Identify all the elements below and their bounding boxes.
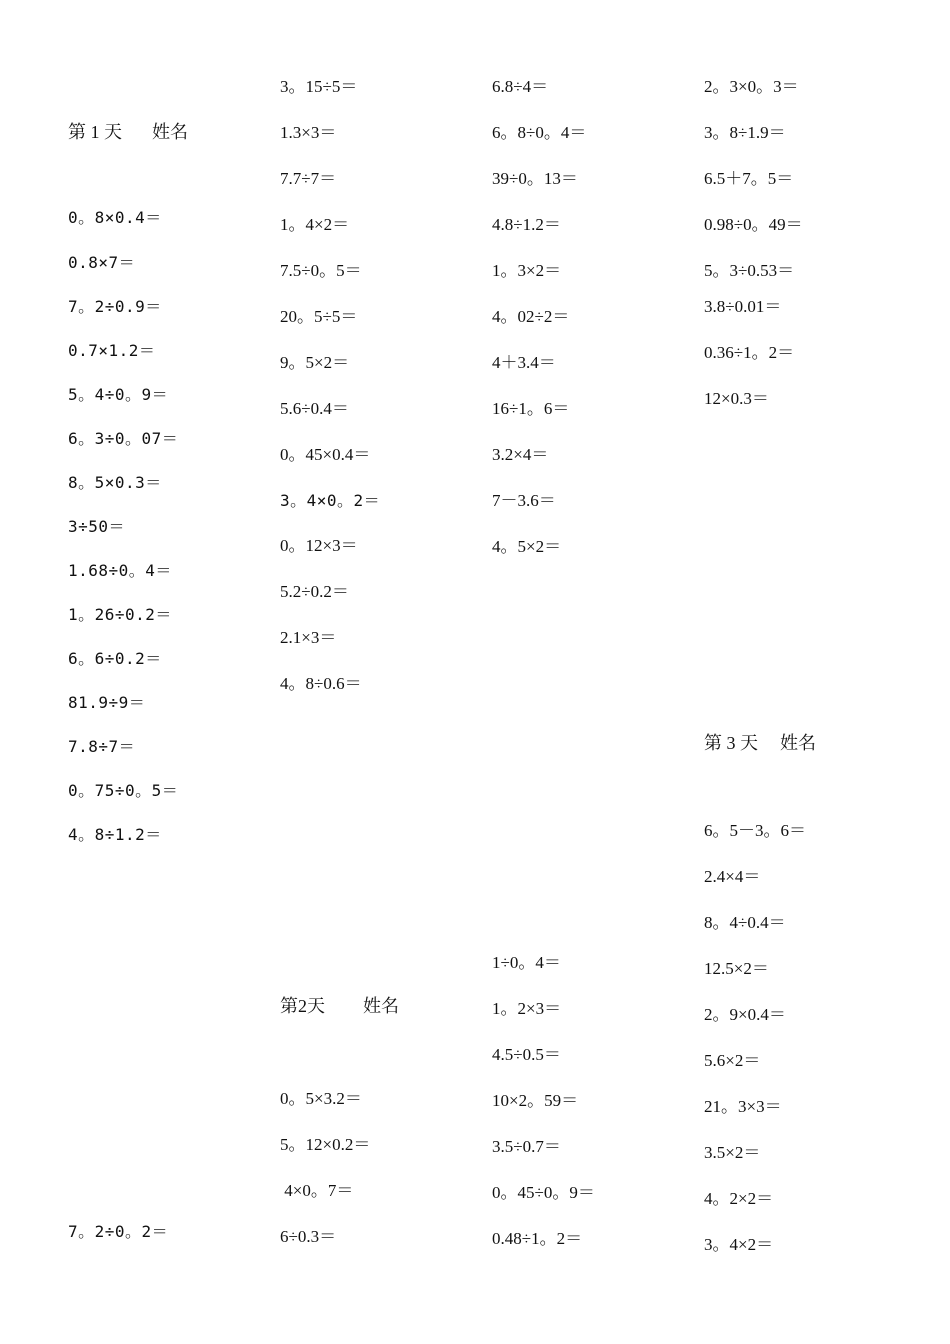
day1-problem: 7.8÷7＝: [68, 737, 136, 756]
col3-problem: 4.5÷0.5＝: [492, 1045, 561, 1064]
col4-problem: 2。3×0。3＝: [704, 77, 799, 96]
day1-problem: 1。26÷0.2＝: [68, 605, 172, 624]
day2-name-label: 姓名: [363, 996, 399, 1016]
col2-problem: 0。45×0.4＝: [280, 445, 371, 464]
col4-problem: 3。8÷1.9＝: [704, 123, 786, 142]
col2-problem: 0。12×3＝: [280, 536, 358, 555]
col2-problem: 5.2÷0.2＝: [280, 582, 349, 601]
col2-problem: 9。5×2＝: [280, 353, 350, 372]
day2-problem: 4×0。7＝: [280, 1181, 354, 1200]
col3-problem: 7－3.6＝: [492, 491, 556, 510]
day1-problem: 0。75÷0。5＝: [68, 781, 179, 800]
col2-problem: 5.6÷0.4＝: [280, 399, 349, 418]
col2-problem: 1.3×3＝: [280, 123, 337, 142]
day1-problem: 81.9÷9＝: [68, 693, 146, 712]
day3-problem: 21。3×3＝: [704, 1097, 782, 1116]
col3-problem: 6.8÷4＝: [492, 77, 549, 96]
day1-title: 第 1 天: [68, 122, 122, 142]
day3-title: 第 3 天: [704, 733, 758, 753]
day1-problem: 4。8÷1.2＝: [68, 825, 162, 844]
col2-problem: 7.5÷0。5＝: [280, 261, 362, 280]
col3-problem: 1。3×2＝: [492, 261, 562, 280]
day2-header: [280, 996, 399, 1016]
col4-problem: 6.5＋7。5＝: [704, 169, 794, 188]
col4-problem: 0.36÷1。2＝: [704, 343, 795, 362]
col2-problem: 7.7÷7＝: [280, 169, 337, 188]
day1-header: [68, 122, 188, 142]
day1-problem: 0。8×0.4＝: [68, 208, 162, 227]
day1-problem: 8。5×0.3＝: [68, 473, 162, 492]
day3-problem: 3。4×2＝: [704, 1235, 774, 1254]
day1-problem: 6。3÷0。07＝: [68, 429, 179, 448]
day3-problem: 6。5－3。6＝: [704, 821, 806, 840]
col4-problem: 0.98÷0。49＝: [704, 215, 803, 234]
col2-problem: 20。5÷5＝: [280, 307, 358, 326]
day1-name-label: 姓名: [152, 122, 188, 142]
day2-problem: 0。5×3.2＝: [280, 1089, 362, 1108]
col3-problem: 1÷0。4＝: [492, 953, 561, 972]
col3-problem: 1。2×3＝: [492, 999, 562, 1018]
day3-problem: 3.5×2＝: [704, 1143, 761, 1162]
day1-problem: 7。2÷0.9＝: [68, 297, 162, 316]
day1-problem: 0.8×7＝: [68, 253, 136, 272]
day2-title: 第2天: [280, 996, 325, 1016]
day1-problem: 6。6÷0.2＝: [68, 649, 162, 668]
col2-problem: 3。15÷5＝: [280, 77, 358, 96]
day1-problem: 1.68÷0。4＝: [68, 561, 172, 580]
col4-problem: 3.8÷0.01＝: [704, 297, 782, 316]
col3-problem: 10×2。59＝: [492, 1091, 579, 1110]
day3-problem: 4。2×2＝: [704, 1189, 774, 1208]
day3-problem: 2.4×4＝: [704, 867, 761, 886]
col3-problem: 6。8÷0。4＝: [492, 123, 587, 142]
col3-problem: 4。5×2＝: [492, 537, 562, 556]
col4-problem: 5。3÷0.53＝: [704, 261, 795, 280]
col3-problem: 4＋3.4＝: [492, 353, 556, 372]
col2-problem: 2.1×3＝: [280, 628, 337, 647]
col3-problem: 0.48÷1。2＝: [492, 1229, 583, 1248]
col3-problem: 39÷0。13＝: [492, 169, 578, 188]
col3-problem: 16÷1。6＝: [492, 399, 570, 418]
day3-name-label: 姓名: [780, 733, 816, 753]
col4-problem: 12×0.3＝: [704, 389, 769, 408]
col3-problem: 3.2×4＝: [492, 445, 549, 464]
col3-problem: 0。45÷0。9＝: [492, 1183, 595, 1202]
day3-header: [704, 733, 816, 753]
col3-problem: 4.8÷1.2＝: [492, 215, 561, 234]
day2-problem: 6÷0.3＝: [280, 1227, 337, 1246]
day1-problem: 3÷50＝: [68, 517, 126, 536]
col2-problem: 3。4×0。2＝: [280, 491, 381, 510]
day1-problem: 7。2÷0。2＝: [68, 1222, 169, 1241]
day3-problem: 12.5×2＝: [704, 959, 769, 978]
day1-problem: 0.7×1.2＝: [68, 341, 156, 360]
col3-problem: 4。02÷2＝: [492, 307, 570, 326]
day3-problem: 8。4÷0.4＝: [704, 913, 786, 932]
day1-problem: 5。4÷0。9＝: [68, 385, 169, 404]
col2-problem: 4。8÷0.6＝: [280, 674, 362, 693]
col3-problem: 3.5÷0.7＝: [492, 1137, 561, 1156]
day3-problem: 2。9×0.4＝: [704, 1005, 786, 1024]
col2-problem: 1。4×2＝: [280, 215, 350, 234]
day2-problem: 5。12×0.2＝: [280, 1135, 371, 1154]
day3-problem: 5.6×2＝: [704, 1051, 761, 1070]
